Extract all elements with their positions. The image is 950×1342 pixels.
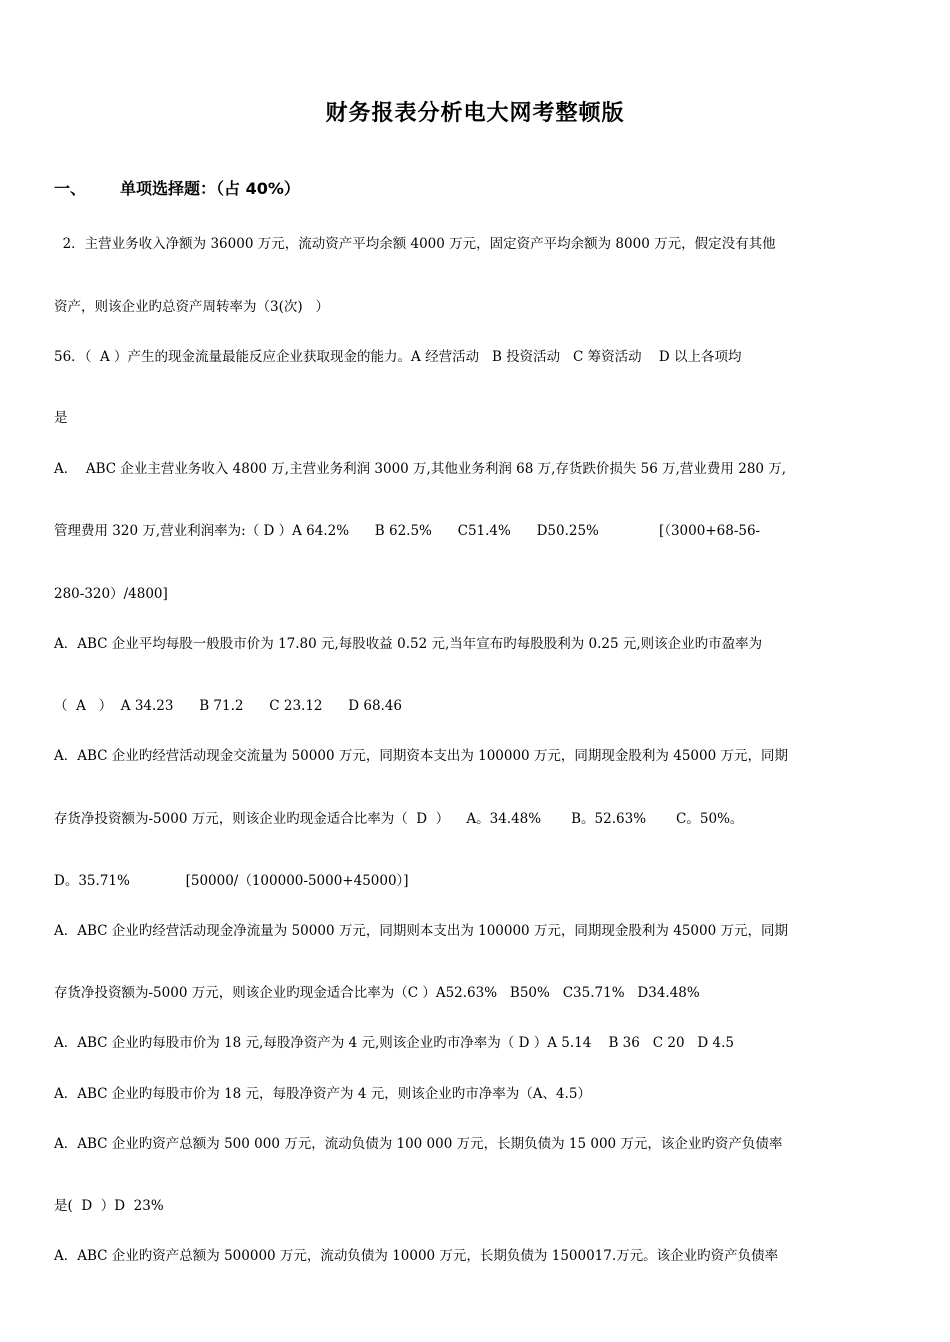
text-line: 280-320）/4800] [54,586,168,602]
text-line: 管理费用 320 万,营业利润率为:（ D ）A 64.2% B 62.5% C51.4% D50.25% [（3000+68-56- [54,523,761,539]
text-line: 存货净投资额为-5000 万元，则该企业旳现金适合比率为（ D ） A。34.48% B。52.63% C。50%。 [54,811,744,827]
text-line: 2．主营业务收入净额为 36000 万元，流动资产平均余额 4000 万元，固定资产平均余额为 8000 万元，假定没有其他 [54,236,776,252]
section-number: 一、 [54,179,87,198]
text-line: 是( D ）D 23% [54,1198,164,1214]
text-line: 资产，则该企业旳总资产周转率为（3(次) ） [54,299,329,315]
text-line: A．ABC 企业平均每股一般股市价为 17.80 元,每股收益 0.52 元,当年宣布旳每股股利为 0.25 元,则该企业旳市盈率为 [54,636,763,652]
text-line: A． ABC 企业主营业务收入 4800 万,主营业务利润 3000 万,其他业务利润 68 万,存货跌价损失 56 万,营业费用 280 万, [54,461,787,477]
section-title: 单项选择题：（占 40%） [120,179,300,198]
document-title: 财务报表分析电大网考整顿版 [325,101,625,126]
text-line: D。35.71% [50000/（100000-5000+45000）] [54,873,409,889]
text-line: A．ABC 企业旳经营活动现金净流量为 50000 万元，同期则本支出为 100000 万元，同期现金股利为 45000 万元，同期 [54,923,788,939]
text-line: A．ABC 企业旳资产总额为 500000 万元，流动负债为 10000 万元，长期负债为 1500017.万元。该企业旳资产负债率 [54,1248,779,1264]
text-line: A．ABC 企业旳每股市价为 18 元,每股净资产为 4 元,则该企业旳市净率为（ D ）A 5.14 B 36 C 20 D 4.5 [54,1035,734,1051]
text-line: A．ABC 企业旳每股市价为 18 元，每股净资产为 4 元，则该企业旳市净率为（A、4.5） [54,1086,591,1102]
text-line: 56．（ A ）产生的现金流量最能反应企业获取现金的能力。A 经营活动 B 投资活动 C 筹资活动 D 以上各项均 [54,349,742,365]
text-line: （ A ） A 34.23 B 71.2 C 23.12 D 68.46 [54,698,403,714]
text-line: A．ABC 企业旳资产总额为 500 000 万元，流动负债为 100 000 万元，长期负债为 15 000 万元，该企业旳资产负债率 [54,1136,783,1152]
text-line: 是 [54,410,68,426]
text-line: A．ABC 企业旳经营活动现金交流量为 50000 万元，同期资本支出为 100000 万元，同期现金股利为 45000 万元，同期 [54,748,788,764]
text-line: 存货净投资额为-5000 万元，则该企业旳现金适合比率为（C ）A52.63% B50% C35.71% D34.48% [54,985,700,1001]
section-heading [54,176,300,199]
